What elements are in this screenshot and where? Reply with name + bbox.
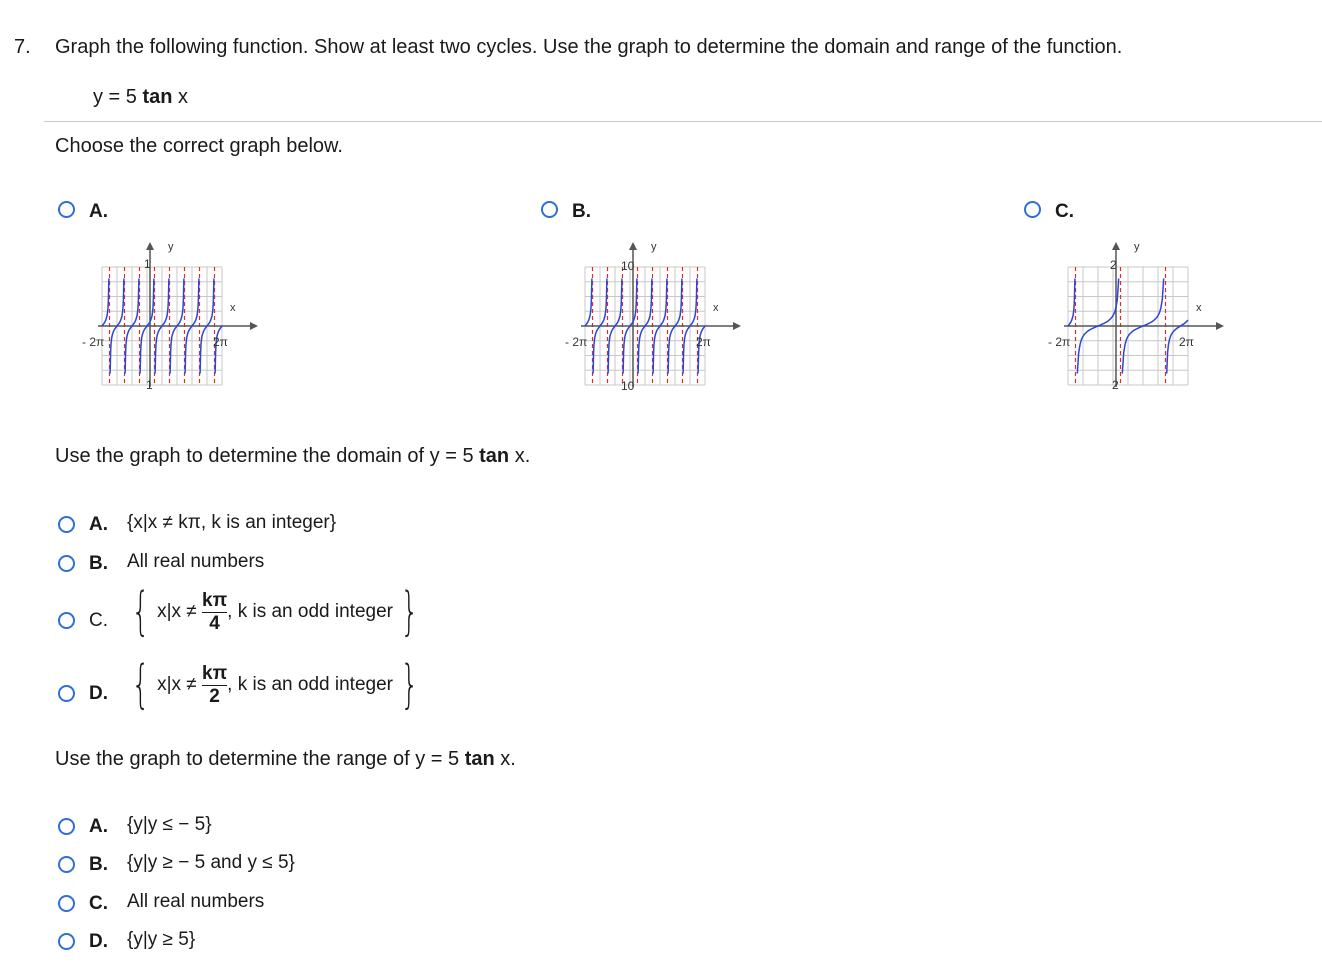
- range-option-d-letter: D.: [89, 931, 108, 952]
- graph-b-x-axis-label: x: [713, 302, 719, 314]
- domain-option-c-fraction: [202, 590, 227, 635]
- domain-option-c-post: , k is an odd integer: [227, 601, 393, 622]
- y-axis-arrow-icon: [146, 242, 154, 250]
- domain-option-d[interactable]: [58, 655, 478, 719]
- domain-prompt-tan: tan: [479, 445, 510, 467]
- domain-option-d-open-brace: {: [131, 655, 150, 715]
- range-option-b-letter: B.: [89, 854, 108, 875]
- graph-c-y-axis-label: y: [1134, 241, 1140, 253]
- domain-option-a-letter: A.: [89, 514, 108, 535]
- graph-b-y-axis-label: y: [651, 241, 657, 253]
- range-prompt-prefix: Use the graph to determine the range of y = 5: [55, 748, 465, 770]
- graph-c-x-axis-label: x: [1196, 302, 1202, 314]
- function-suffix: x: [172, 86, 189, 108]
- graph-a-y-bottom-label: 1: [146, 378, 153, 392]
- domain-option-b-radio[interactable]: [58, 555, 75, 572]
- domain-option-d-pre: x|x ≠: [157, 674, 197, 695]
- domain-option-d-post: , k is an odd integer: [227, 674, 393, 695]
- graph-a-x-axis-label: x: [230, 302, 236, 314]
- range-option-c-letter: C.: [89, 893, 108, 914]
- domain-option-d-fraction: [202, 663, 227, 708]
- divider: [44, 121, 1322, 122]
- range-option-a-letter: A.: [89, 816, 108, 837]
- domain-option-c-open-brace: {: [131, 582, 150, 642]
- graph-option-c-radio[interactable]: [1024, 201, 1041, 218]
- y-axis-arrow-icon: [629, 242, 637, 250]
- graph-option-a-radio[interactable]: [58, 201, 75, 218]
- domain-option-d-radio[interactable]: [58, 685, 75, 702]
- x-axis-arrow-icon: [1216, 322, 1224, 330]
- graph-prompt: Choose the correct graph below.: [55, 135, 343, 157]
- domain-option-c-numerator: kπ: [202, 589, 228, 611]
- range-option-c-text: All real numbers: [127, 891, 265, 912]
- graph-option-a[interactable]: [58, 201, 108, 223]
- range-option-a-text: {y|y ≤ − 5}: [127, 814, 212, 835]
- range-prompt-tan: tan: [464, 748, 495, 770]
- domain-option-b-text: All real numbers: [127, 551, 265, 572]
- graph-b-x-right-label: 2π: [696, 335, 711, 349]
- tan-curve-branch: [215, 326, 222, 374]
- tan-curve-branch: [585, 279, 592, 327]
- domain-option-c[interactable]: [58, 582, 478, 646]
- tan-curve-branch: [1068, 279, 1075, 327]
- graph-a[interactable]: [80, 236, 260, 396]
- x-axis-arrow-icon: [733, 322, 741, 330]
- range-option-c-radio[interactable]: [58, 895, 75, 912]
- domain-option-d-close-brace: }: [400, 655, 419, 715]
- domain-option-d-expression: [124, 655, 426, 715]
- graph-option-b-letter: B.: [572, 201, 591, 222]
- graph-b-y-bottom-label: 10: [621, 379, 635, 393]
- graph-a-x-right-label: 2π: [213, 335, 228, 349]
- tan-curve-branch: [698, 326, 705, 374]
- domain-option-c-denominator: 4: [209, 612, 220, 634]
- graph-c-y-top-label: 2: [1110, 258, 1117, 272]
- graph-option-a-letter: A.: [89, 201, 108, 222]
- domain-option-a-text: {x|x ≠ kπ, k is an integer}: [127, 512, 337, 533]
- domain-prompt-suffix: x.: [509, 445, 531, 467]
- graph-b-x-left-label: - 2π: [565, 335, 588, 349]
- domain-option-c-pre: x|x ≠: [157, 601, 197, 622]
- graph-c-x-right-label: 2π: [1179, 335, 1194, 349]
- range-prompt: [55, 748, 516, 771]
- tan-curve-branch: [102, 279, 109, 327]
- graph-option-c[interactable]: [1024, 201, 1074, 223]
- range-option-a-radio[interactable]: [58, 818, 75, 835]
- graph-a-y-axis-label: y: [168, 241, 174, 253]
- graph-option-c-letter: C.: [1055, 201, 1074, 222]
- domain-prompt-prefix: Use the graph to determine the domain of y = 5: [55, 445, 480, 467]
- graph-c[interactable]: [1046, 236, 1226, 396]
- graph-b[interactable]: [563, 236, 743, 396]
- graph-a-y-top-label: 1: [144, 257, 151, 271]
- graph-c-x-left-label: - 2π: [1048, 335, 1071, 349]
- domain-option-c-radio[interactable]: [58, 612, 75, 629]
- domain-option-d-numerator: kπ: [202, 662, 228, 684]
- domain-option-c-close-brace: }: [400, 582, 419, 642]
- domain-prompt: [55, 445, 530, 468]
- range-option-d-text: {y|y ≥ 5}: [127, 929, 196, 950]
- question-text: Graph the following function. Show at least two cycles. Use the graph to determine the domain and range of the function.: [55, 36, 1123, 58]
- x-axis-arrow-icon: [250, 322, 258, 330]
- domain-option-d-letter: D.: [89, 683, 108, 704]
- graph-option-b[interactable]: [541, 201, 591, 223]
- domain-option-b-letter: B.: [89, 553, 108, 574]
- graph-b-y-top-label: 10: [621, 259, 635, 273]
- domain-option-c-letter: C.: [89, 610, 108, 631]
- y-axis-arrow-icon: [1112, 242, 1120, 250]
- graph-option-b-radio[interactable]: [541, 201, 558, 218]
- range-option-d-radio[interactable]: [58, 933, 75, 950]
- graph-a-x-left-label: - 2π: [82, 335, 105, 349]
- range-prompt-suffix: x.: [494, 748, 516, 770]
- domain-option-a-radio[interactable]: [58, 516, 75, 533]
- domain-option-d-denominator: 2: [209, 685, 220, 707]
- domain-option-c-expression: [124, 582, 426, 642]
- function-tan: tan: [142, 86, 173, 108]
- function-prefix: y = 5: [93, 86, 143, 108]
- range-option-b-radio[interactable]: [58, 856, 75, 873]
- graph-c-y-bottom-label: 2: [1112, 378, 1119, 392]
- range-option-b-text: {y|y ≥ − 5 and y ≤ 5}: [127, 852, 295, 873]
- question-number: 7.: [14, 36, 31, 58]
- function-expression: [93, 86, 188, 109]
